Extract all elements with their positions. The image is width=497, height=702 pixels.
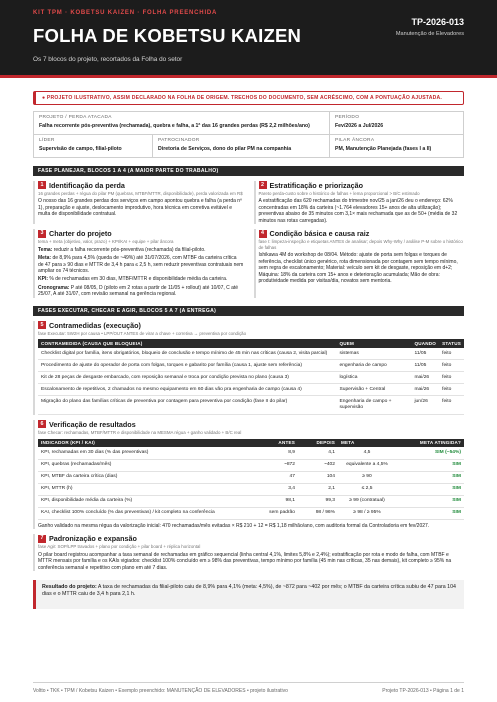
table-cell: jun/26 <box>411 396 439 414</box>
block-text: O nosso das 16 grandes perdas dos serviços em campo apontou quebra e falha (a perda nº 1), preparação e ajuste, deslocamento improdutivo, hora técnica em corretiva evitável e multa de disponibilidade contratual. <box>38 198 242 218</box>
table-header: QUANDO <box>411 339 439 348</box>
table-row <box>38 495 464 507</box>
pillar-label: PILAR ÂNCORA <box>335 137 375 143</box>
project-label: PROJETO / PERDA ATACADA <box>39 115 112 120</box>
sponsor-value: Diretoria de Serviços, dono do pilar PM na companhia <box>158 145 292 152</box>
table-row <box>38 348 464 360</box>
block-title: Verificação de resultados <box>49 419 136 429</box>
table-row <box>38 507 464 519</box>
table-row <box>38 360 464 372</box>
block-subtitle: Pareto perda-custo sobre o histórico de falhas + lema proporcional > B/C estimado <box>258 190 420 196</box>
block-number: 7 <box>38 535 46 543</box>
table-row <box>38 483 464 495</box>
document-id: TP-2026-013 <box>411 17 464 27</box>
period-cell <box>330 112 463 134</box>
table-cell: KPI, rechamadas em 30 dias (% das preventivas) <box>38 447 253 459</box>
table-header: META <box>338 439 396 448</box>
table-cell: ~872 <box>253 459 298 471</box>
page-title: FOLHA DE KOBETSU KAIZEN <box>33 24 302 46</box>
charter-meta <box>38 255 244 274</box>
table-row <box>38 447 464 459</box>
status-badge: SIM <box>396 471 464 483</box>
block-text: A estratificação das 620 rechamadas do trimestre nov/25 a jan/26 deu o endereço: 62% concentradas em 18% da carteira (~1.764 elevadores 15+ anos de alta utilização); preventivas abaixo de 35 minutos com 3,1× mais rechamada que as de 50+ (média de 32 minutos nas rotas carregadas). <box>258 198 458 224</box>
table-cell: Escalonamento de repetitivos, 2 chamados no mesmo equipamento em 60 dias vão pra engenharia de campo (causa 4) <box>38 384 336 396</box>
block-3 <box>33 229 244 298</box>
results-table <box>38 439 464 520</box>
cronograma-label: Cronograma: <box>38 284 70 291</box>
table-row <box>38 459 464 471</box>
table-cell: KPI, disponibilidade média da carteira (%) <box>38 495 253 507</box>
block-number: 4 <box>259 230 267 238</box>
kpi-label: KPI: <box>38 276 48 283</box>
page-subtitle: Os 7 blocos do projeto, recortados da Folha do setor <box>33 56 183 64</box>
block-7 <box>33 534 464 571</box>
block-text: O pilar board registrou acompanhar a taxa semanal de rechamadas em gráfico sequencial (linha central 4,1%, limites 5,8% e 2,4%); estratificação por rota e modo de falha, com MTBF e MTTR mensais por família e os KAIs vigiados: checklist 100% concluído em ≥ 98% das preventivas, tempo mínimo por família (45 min nas críticas, 35 nas demais), kit completo ≥ 95% na conferência semanal e repetitivo com plano em até 7 dias. <box>38 552 452 571</box>
document-sector: Manutenção de Elevadores <box>395 31 464 37</box>
phase-plan-bar: FASE PLANEJAR, BLOCOS 1 A 4 (A MAIOR PARTE DO TRABALHO) <box>33 166 464 176</box>
header-kicker: KIT TPM · KOBETSU KAIZEN · FOLHA PREENCHIDA <box>33 10 218 16</box>
charter-tema <box>38 247 244 253</box>
table-cell: 4,1 <box>298 447 338 459</box>
table-row <box>38 384 464 396</box>
block-subtitle: fase Executar: 5W2H por causa • LPP/OUT ANTES de virar a chave + corretiva → preventiva por condição <box>38 330 247 336</box>
validated-gain-note: Ganho validado na mesma régua da valorização inicial: 470 rechamadas/mês evitadas × R$ 210 + 12 = R$ 1,18 milhão/ano, com auditoria formal da Controladoria em fev/2027. <box>38 522 430 529</box>
table-cell: KPI, MTBF da carteira crítica (dias) <box>38 471 253 483</box>
table-row <box>38 471 464 483</box>
leader-cell <box>34 135 153 157</box>
block-number: 3 <box>38 230 46 238</box>
block-title: Identificação da perda <box>49 180 125 190</box>
block-title: Contramedidas (execução) <box>49 320 141 330</box>
status-badge: SIM <box>396 495 464 507</box>
table-cell: feito <box>439 372 464 384</box>
table-cell: sistemas <box>336 348 411 360</box>
block-text: Ishikawa 4M do workshop de 08/04. Método: ajuste de porta sem folgas e torques de referência, checklist único genérico, rota dimensionada por contagem sem tempo mínimo, sem regra de escalonamento; Material: veículo sem kit de desgaste, reposição em d+2; Máquina: 18% da carteira com 15+ anos e deterioração acumulada; Mão de obra: produtividade medida por visitas/dia, novatos sem mentoria. <box>258 252 458 284</box>
status-badge: SIM <box>396 459 464 471</box>
footer-left: Voltto • TKK • TPM / Kobetsu Kaizen • Exemplo preenchido: MANUTENÇÃO DE ELEVADORES • projeto ilustrativo <box>33 688 288 694</box>
table-cell: KPI, MTTR (h) <box>38 483 253 495</box>
table-cell: 47 <box>253 471 298 483</box>
table-cell: feito <box>439 360 464 372</box>
sponsor-label: PATROCINADOR <box>158 137 200 143</box>
block-1 <box>33 181 244 224</box>
table-cell: KPI, quebras (rechamadas/mês) <box>38 459 253 471</box>
table-cell: ≥ 90 <box>338 471 396 483</box>
table-cell: 98,1 <box>253 495 298 507</box>
table-cell: feito <box>439 348 464 360</box>
meta-label: Meta: <box>38 255 52 262</box>
block-title: Condição básica e causa raiz <box>269 228 370 238</box>
table-cell: Kit de 28 peças de desgaste embarcado, com reposição semanal e troca por condição prevista no plano (causa 3) <box>38 372 336 384</box>
table-cell: 98 / 96% <box>298 507 338 519</box>
project-meta-row <box>33 111 464 135</box>
table-cell: mai/26 <box>411 384 439 396</box>
block-number: 6 <box>38 420 46 428</box>
block-5 <box>33 321 464 415</box>
table-row <box>38 372 464 384</box>
table-cell: ≥ 98 / ≥ 95% <box>338 507 396 519</box>
project-value: Falha recorrente pós-preventiva (rechamada), quebra e falha, a 1ª das 16 grandes perdas (R$ 2,2 milhões/ano) <box>39 123 310 130</box>
table-cell: Checklist digital por família, itens obrigatórios, bloqueio de conclusão e tempo mínimo de 45 min nas críticas (causa 2, visita parcial) <box>38 348 336 360</box>
status-badge: SIM <box>396 507 464 519</box>
block-number: 1 <box>38 181 46 189</box>
leader-label: LÍDER <box>39 137 55 143</box>
table-header: CONTRAMEDIDA (CAUSA QUE BLOQUEIA) <box>38 339 336 348</box>
block-number: 5 <box>38 321 46 329</box>
table-cell: Supervisão + Central <box>336 384 411 396</box>
tema-label: Tema: <box>38 246 53 253</box>
table-cell: ≤ 2,5 <box>338 483 396 495</box>
table-cell: logística <box>336 372 411 384</box>
table-cell: ≥ 99 (contratual) <box>338 495 396 507</box>
block-subtitle: fase Agir: SOP/LPP travados + plano por condição + pilar board + réplica horizontal <box>38 544 201 550</box>
block-title: Charter do projeto <box>49 228 112 238</box>
project-result-box <box>33 580 464 609</box>
table-cell: equivalente a 4,5% <box>338 459 396 471</box>
table-cell: 8,9 <box>253 447 298 459</box>
table-header: STATUS <box>439 339 464 348</box>
period-label: PERÍODO <box>335 115 360 120</box>
status-badge: SIM (−54%) <box>396 447 464 459</box>
meta-value: de 8,9% para 4,5% (queda de ~49%) até 31/07/2026, com MTBF da carteira crítica de 47 para ≥ 90 dias e MTTR de 3,4 h para ≤ 2,5 h, sem reduzir preventivas contratuais nem ampliar os 74 técnicos. <box>38 255 244 274</box>
block-number: 2 <box>259 181 267 189</box>
block-title: Padronização e expansão <box>49 534 137 544</box>
table-cell: feito <box>439 396 464 414</box>
pillar-cell <box>330 135 463 157</box>
pillar-value: PM, Manutenção Planejada (fases I a II) <box>335 145 432 152</box>
block-subtitle: tema + meta (objetivo, valor, prazo) + KPI/KAI + equipe + pilar âncora <box>38 239 174 245</box>
block-4 <box>254 229 465 298</box>
table-cell: 104 <box>298 471 338 483</box>
countermeasures-table <box>38 339 464 414</box>
table-cell: 3,4 <box>253 483 298 495</box>
sponsor-cell <box>153 135 330 157</box>
charter-cronograma <box>38 285 244 298</box>
team-meta-row <box>33 135 464 158</box>
table-cell: mai/26 <box>411 372 439 384</box>
table-cell: 99,3 <box>298 495 338 507</box>
table-header: QUEM <box>336 339 411 348</box>
table-cell: KAI, checklist 100% concluído (% das preventivas) / kit completo na conferência <box>38 507 253 519</box>
period-value: Fev/2026 a Jul/2026 <box>335 123 384 130</box>
table-cell: 2,1 <box>298 483 338 495</box>
table-cell: Engenharia de campo + supervisão <box>336 396 411 414</box>
footer-right: Projeto TP-2026-013 • Página 1 de 1 <box>382 688 464 694</box>
table-cell: Procedimento de ajuste do operador de porta com folgas, torques e gabarito por família (causa 1, ajuste sem referência) <box>38 360 336 372</box>
block-subtitle: fase I: limpeza-inspeção e etiquetas ANTES de analisar; depois Why-Why / análise P-M sobre o histórico de falhas <box>258 239 463 250</box>
table-header: ANTES <box>253 439 298 448</box>
result-label: Resultado do projeto: <box>42 584 97 591</box>
table-cell: 11/05 <box>411 348 439 360</box>
table-row <box>38 396 464 414</box>
table-cell: sem padrão <box>253 507 298 519</box>
table-cell: feito <box>439 384 464 396</box>
block-subtitle: fase Checar: rechamadas, MTBF/MTTR e disponibilidade na MESMA régua + ganho validado + B/C real <box>38 429 242 435</box>
project-cell <box>34 112 330 134</box>
status-badge: SIM <box>396 483 464 495</box>
cronograma-value: P até 08/05, D (piloto em 2 rotas a partir de 11/05 + rollout) até 10/07, C até 25/07, A até 31/07, com revisão semanal na gerência regional. <box>38 284 239 298</box>
leader-value: Supervisão de campo, filial-piloto <box>39 145 122 152</box>
table-cell: Migração do plano das famílias críticas de preventiva por contagem para preventiva por condição (fase II do pilar) <box>38 396 336 414</box>
page-footer <box>33 682 464 694</box>
charter-kpi <box>38 276 244 282</box>
block-title: Estratificação e priorização <box>269 180 363 190</box>
block-subtitle: 16 grandes perdas + régua do pilar PM (quebras, MTBF/MTTR, disponibilidade), perda valorizada em R$ <box>38 190 243 196</box>
table-header: DEPOIS <box>298 439 338 448</box>
illustrative-alert: ● PROJETO ILUSTRATIVO, ASSIM DECLARADO NA FOLHA DE ORIGEM. TRECHOS DO DOCUMENTO, SEM ACRÉSCIMO, COM A PONTUAÇÃO AJUSTADA. <box>33 91 464 105</box>
document-header <box>0 0 497 78</box>
table-cell: ~402 <box>298 459 338 471</box>
table-cell: 4,5 <box>338 447 396 459</box>
table-header: META ATINGIDA? <box>396 439 464 448</box>
table-header: INDICADOR (KPI / KAI) <box>38 439 253 448</box>
block-6 <box>33 420 464 529</box>
tema-value: reduzir a falha recorrente pós-preventiva (rechamada) da filial-piloto. <box>53 246 206 253</box>
plan-blocks <box>33 181 464 298</box>
result-text: A taxa de rechamadas da filial-piloto caiu de 8,9% para 4,1% (meta: 4,5%), de ~872 para ~402 por mês; o MTBF da carteira crítica subiu de 47 para 104 dias e o MTTR caiu de 3,4 h para 2,1 h. <box>42 584 456 597</box>
table-cell: engenharia de campo <box>336 360 411 372</box>
table-cell: 11/05 <box>411 360 439 372</box>
kpi-value: % de rechamadas em 30 dias, MTBF/MTTR e disponibilidade média da carteira. <box>49 276 228 283</box>
phase-execute-bar: FASES EXECUTAR, CHECAR E AGIR, BLOCOS 5 A 7 (A ENTREGA) <box>33 306 464 316</box>
block-2 <box>254 181 465 224</box>
